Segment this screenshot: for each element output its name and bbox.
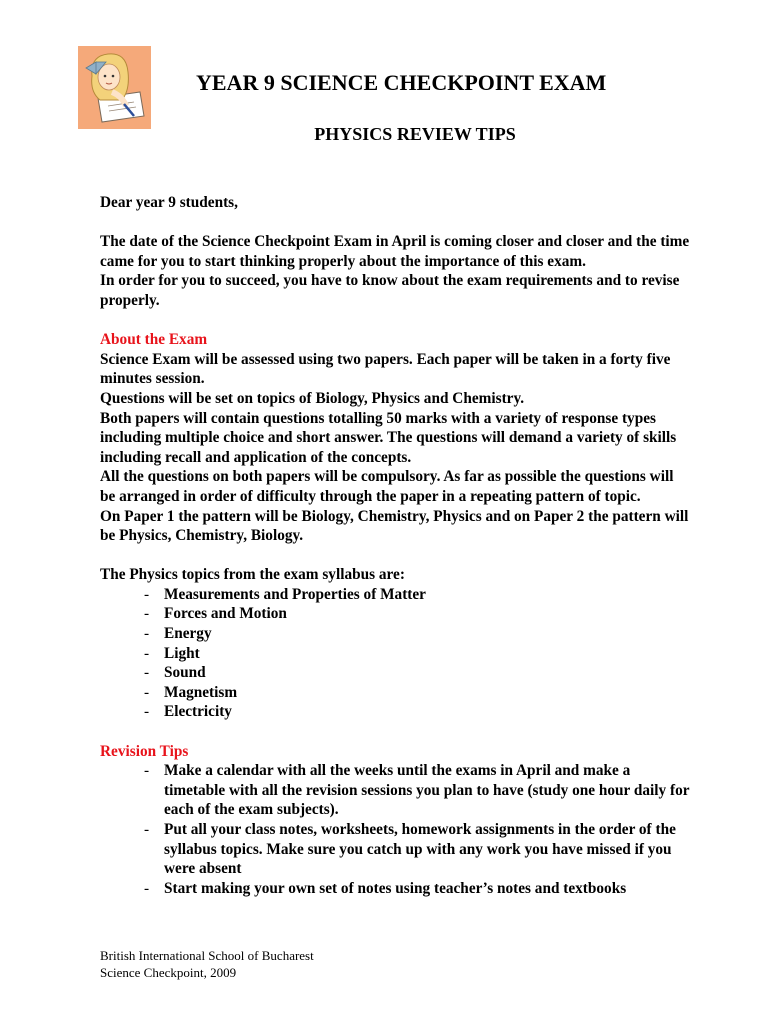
logo-image: [78, 46, 151, 129]
intro-paragraph: In order for you to succeed, you have to know about the exam requirements and to revise properly.: [100, 272, 680, 309]
topics-intro: The Physics topics from the exam syllabus are:: [100, 566, 405, 584]
list-item: - Energy: [100, 624, 690, 644]
list-item: - Forces and Motion: [100, 604, 690, 624]
page-title: YEAR 9 SCIENCE CHECKPOINT EXAM: [196, 70, 607, 95]
topics-list: [100, 585, 690, 722]
about-paragraph: Science Exam will be assessed using two papers. Each paper will be taken in a forty five minutes session.: [100, 350, 671, 388]
letter-body: [100, 193, 690, 898]
page-subtitle: PHYSICS REVIEW TIPS: [314, 124, 516, 144]
about-paragraph: All the questions on both papers will be compulsory. As far as possible the questions will be arranged in order of difficulty through the paper in a repeating pattern of topic.: [100, 468, 674, 505]
student-writing-icon: [78, 46, 151, 129]
about-paragraph: On Paper 1 the pattern will be Biology, Chemistry, Physics and on Paper 2 the pattern will be Physics, Chemistry, Biology.: [100, 507, 689, 545]
list-item: - Light: [100, 644, 690, 664]
list-item: - Sound: [100, 663, 690, 683]
list-item: - Put all your class notes, worksheets, homework assignments in the order of the syllabus topics. Make sure you catch up with any work you have missed if you were absent: [100, 820, 690, 879]
about-exam-heading: About the Exam: [100, 331, 208, 349]
intro-paragraph: The date of the Science Checkpoint Exam in April is coming closer and closer and the time came for you to start thinking properly about the importance of this exam.: [100, 233, 690, 270]
list-item: - Electricity: [100, 702, 690, 722]
greeting: Dear year 9 students,: [100, 194, 238, 211]
list-item: - Measurements and Properties of Matter: [100, 585, 690, 605]
revision-tips-heading: Revision Tips: [100, 742, 189, 760]
list-item: - Make a calendar with all the weeks until the exams in April and make a timetable with all the revision sessions you plan to have (study one hour daily for each of the exam subjects).: [100, 761, 690, 820]
about-paragraph: Questions will be set on topics of Biology, Physics and Chemistry.: [100, 389, 525, 407]
list-item: - Start making your own set of notes using teacher’s notes and textbooks: [100, 879, 690, 899]
footer-course: Science Checkpoint, 2009: [100, 965, 237, 980]
footer-school: British International School of Bucharest: [100, 948, 314, 963]
page-footer: [100, 947, 314, 981]
revision-tips-list: [100, 761, 690, 898]
list-item: - Magnetism: [100, 683, 690, 703]
about-paragraph: Both papers will contain questions totalling 50 marks with a variety of response types including multiple choice and short answer. The questions will demand a variety of skills including recall and application of the concepts.: [100, 409, 677, 466]
